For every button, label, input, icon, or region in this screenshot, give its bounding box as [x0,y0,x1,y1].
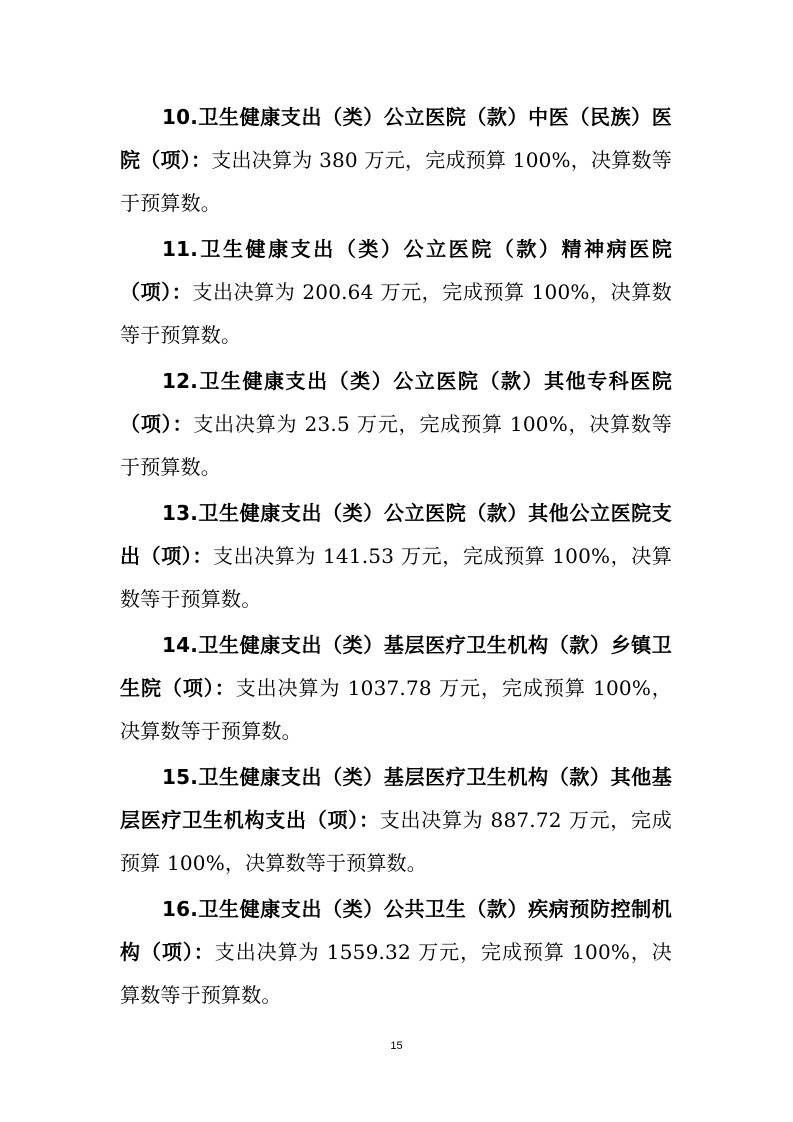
paragraph-item-15 [120,756,672,885]
paragraph-body: 支出决算为 141.53 万元，完成预算 100%，决算数等于预算数。 [120,544,672,611]
paragraph-heading: 11.卫生健康支出（类）公立医院（款）精神病医院（项）： [120,237,672,304]
paragraph-heading: 16.卫生健康支出（类）公共卫生（款）疾病预防控制机构（项）： [120,897,672,964]
paragraph-item-14 [120,624,672,753]
paragraph-heading: 15.卫生健康支出（类）基层医疗卫生机构（款）其他基层医疗卫生机构支出（项）： [120,765,672,832]
paragraph-heading: 12.卫生健康支出（类）公立医院（款）其他专科医院（项）： [120,369,672,436]
paragraph-item-11 [120,228,672,357]
paragraph-heading: 13.卫生健康支出（类）公立医院（款）其他公立医院支出（项）： [120,501,672,568]
paragraph-heading: 14.卫生健康支出（类）基层医疗卫生机构（款）乡镇卫生院（项）： [120,633,672,700]
paragraph-body: 支出决算为 887.72 万元，完成预算 100%，决算数等于预算数。 [120,808,672,875]
paragraph-body: 支出决算为 200.64 万元，完成预算 100%，决算数等于预算数。 [120,280,673,347]
paragraph-item-13 [120,492,672,621]
paragraph-item-12 [120,360,672,489]
paragraph-body: 支出决算为 23.5 万元，完成预算 100%，决算数等于预算数。 [120,412,672,479]
paragraph-item-16 [120,888,672,1017]
paragraph-body: 支出决算为 1037.78 万元，完成预算 100%，决算数等于预算数。 [120,676,672,743]
document-body [120,96,672,1020]
paragraph-body: 支出决算为 380 万元，完成预算 100%，决算数等于预算数。 [120,148,672,215]
paragraph-body: 支出决算为 1559.32 万元，完成预算 100%，决算数等于预算数。 [120,940,673,1007]
paragraph-heading: 10.卫生健康支出（类）公立医院（款）中医（民族）医院（项）： [120,105,672,172]
paragraph-item-10 [120,96,672,225]
page-number: 15 [390,1040,403,1052]
